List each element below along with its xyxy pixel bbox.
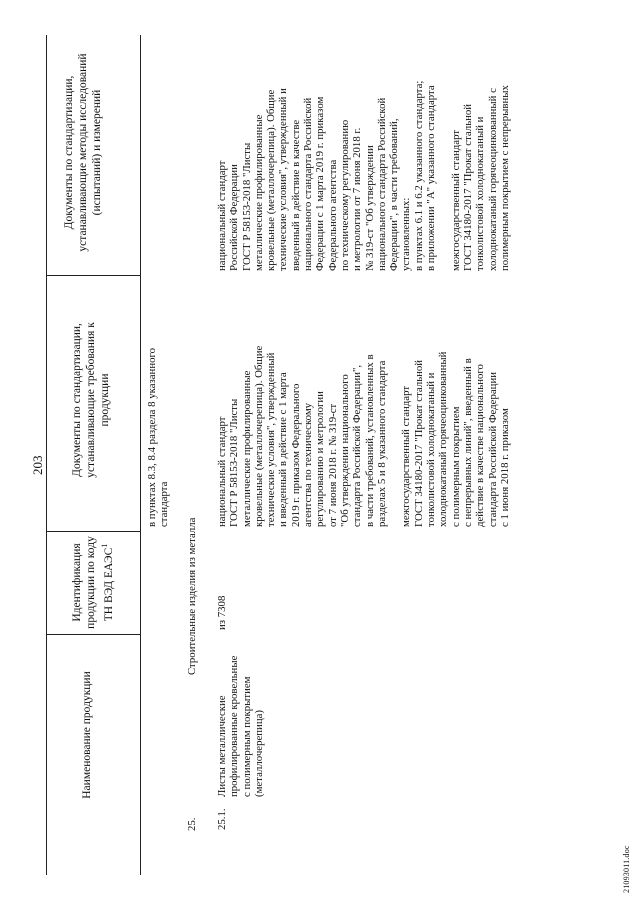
header-tnved-code-text: Идентификация продукции по коду ТН ВЭД ЕАЭС <box>71 536 115 629</box>
column-divider-2 <box>46 531 140 532</box>
header-methods-docs: Документы по стандартизации, устанавливающие методы исследований (испытаний) и измерений <box>63 53 103 252</box>
continuation-text: в пунктах 8.3, 8.4 раздела 8 указанного стандарта <box>146 347 171 527</box>
requirements-cell: национальный стандарт ГОСТ Р 58153-2018 "Листы металлические профилированные кровельные (металлочерепица). Общие технические условия", утвержденный и введенный в действие с 1 марта 2019 г. приказом Федерального агентства по техническому регулированию и метрологии от 7 июня 2018 г. № 319-ст "Об утверждении национального стандарта Российской Федерации", в части требований, установленных в разделах 5 и 8 указанного стандарта межгосударственный стандарт ГОСТ 34180-2017 "Прокат стальной тонколистовой холоднокатаный и холоднокатаный горячеоцинкованный с полимерным покрытием с непрерывных линий", введенный в действие в качестве национального стандарта Российской Федерации с 1 июня 2018 г. приказом <box>216 345 511 527</box>
methods-cell: национальный стандарт Российской Федерации ГОСТ Р 58153-2018 "Листы металлические профилированные кровельные (металлочерепица). Общие технические условия", утвержденный и введенный в действие в качестве национального стандарта Российской Федерации с 1 марта 2019 г. приказом Федерального агентства по техническому регулированию и метрологии от 7 июня 2018 г. № 319-ст "Об утверждении национального стандарта Российской Федерации", в части требований, установленных: в пунктах 6.1 и 6.2 указанного стандарта; в приложении "А" указанного стандарта межгосударственный стандарт ГОСТ 34180-2017 "Прокат стальной тонколистовой холоднокатаный и холоднокатаный горячеоцинкованный с полимерным покрытием с непрерывных <box>216 80 511 271</box>
footer-filename: 21093011.doc <box>622 845 631 893</box>
header-requirements-docs: Документы по стандартизации, устанавливающие требования к продукции <box>71 322 111 478</box>
row-number: 25.1. <box>216 808 228 830</box>
footnote-marker: 1 <box>100 543 109 548</box>
table-header-bottom-border <box>140 35 141 875</box>
table-top-border <box>46 35 47 875</box>
tnved-code-cell: из 7308 <box>216 595 228 630</box>
page-number: 203 <box>30 455 45 475</box>
product-name-cell: Листы металлические профилированные кровельные с полимерным покрытием (металлочерепица) <box>216 655 265 797</box>
section-title: Строительные изделия из металла <box>186 517 198 675</box>
column-divider-3 <box>46 275 140 276</box>
header-product-name: Наименование продукции <box>81 671 93 799</box>
column-divider-1 <box>46 634 140 635</box>
header-tnved-code <box>70 535 116 630</box>
section-number: 25. <box>186 817 198 831</box>
